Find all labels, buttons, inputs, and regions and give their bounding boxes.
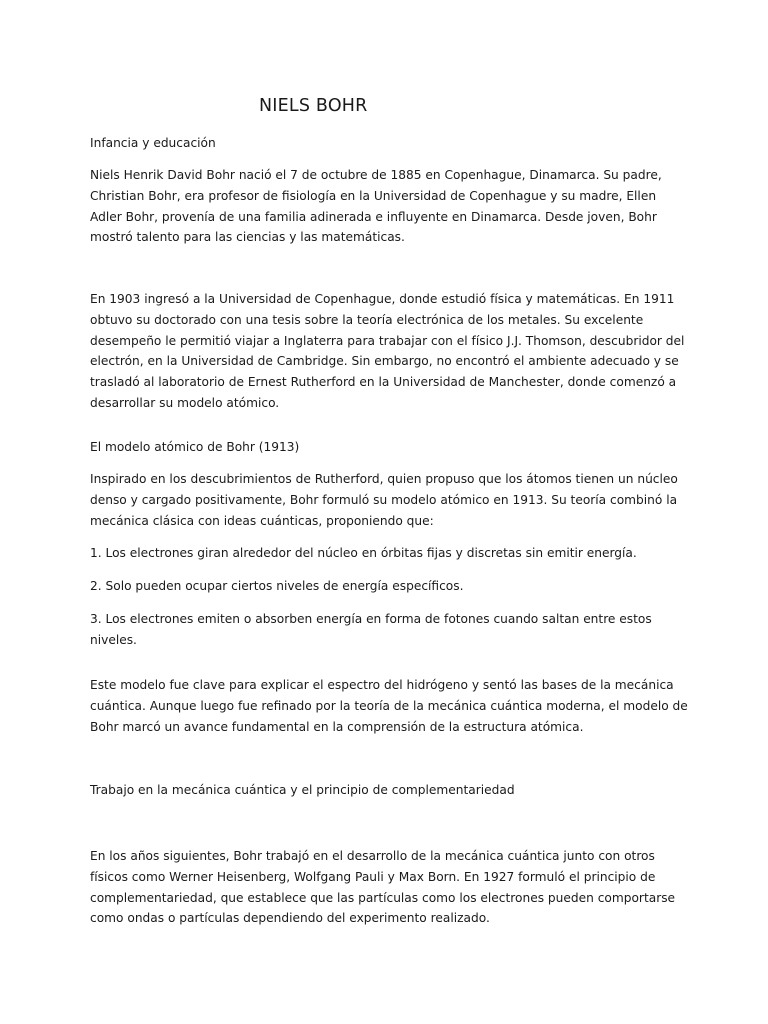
- paragraph-infancia: Niels Henrik David Bohr nació el 7 de octubre de 1885 en Copenhague, Dinamarca. Su padre, Christian Bohr, era profesor de fisiología en la Universidad de Copenhague y su madre, Ellen Adler Bohr, provenía de una familia adinerada e influyente en Dinamarca. Desde joven, Bohr mostró talento para las ciencias y las matemáticas.: [90, 168, 662, 245]
- document-title: NIELS BOHR: [259, 96, 368, 116]
- list-item-2: 2. Solo pueden ocupar ciertos niveles de energía específicos.: [90, 579, 464, 593]
- paragraph-modelo-conclusion: Este modelo fue clave para explicar el espectro del hidrógeno y sentó las bases de la mecánica cuántica. Aunque luego fue refinado por la teoría de la mecánica cuántica moderna, el modelo de Bohr marcó un avance fundamental en la comprensión de la estructura atómica.: [90, 678, 688, 734]
- paragraph-complementariedad: En los años siguientes, Bohr trabajó en el desarrollo de la mecánica cuántica junto con otros físicos como Werner Heisenberg, Wolfgang Pauli y Max Born. En 1927 formuló el principio de complementariedad, que establece que las partículas como los electrones pueden comportarse como ondas o partículas dependiendo del experimento realizado.: [90, 849, 676, 926]
- paragraph-inspirado: Inspirado en los descubrimientos de Rutherford, quien propuso que los átomos tienen un núcleo denso y cargado positivamente, Bohr formuló su modelo atómico en 1913. Su teoría combinó la mecánica clásica con ideas cuánticas, proponiendo que:: [90, 472, 678, 528]
- section-heading-infancia: Infancia y educación: [90, 136, 216, 150]
- list-item-3: 3. Los electrones emiten o absorben energía en forma de fotones cuando saltan entre estos niveles.: [90, 612, 652, 647]
- paragraph-universidad: En 1903 ingresó a la Universidad de Copenhague, donde estudió física y matemáticas. En 1911 obtuvo su doctorado con una tesis sobre la teoría electrónica de los metales. Su excelente desempeño le permitió viajar a Inglaterra para trabajar con el físico J.J. Thomson, descubridor del electrón, en la Universidad de Cambridge. Sin embargo, no encontró el ambiente adecuado y se trasladó al laboratorio de Ernest Rutherford en la Universidad de Manchester, donde comenzó a desarrollar su modelo atómico.: [90, 292, 685, 410]
- section-heading-complementariedad: Trabajo en la mecánica cuántica y el principio de complementariedad: [90, 783, 515, 797]
- section-heading-modelo: El modelo atómico de Bohr (1913): [90, 440, 300, 454]
- list-item-1: 1. Los electrones giran alrededor del núcleo en órbitas fijas y discretas sin emitir energía.: [90, 546, 637, 560]
